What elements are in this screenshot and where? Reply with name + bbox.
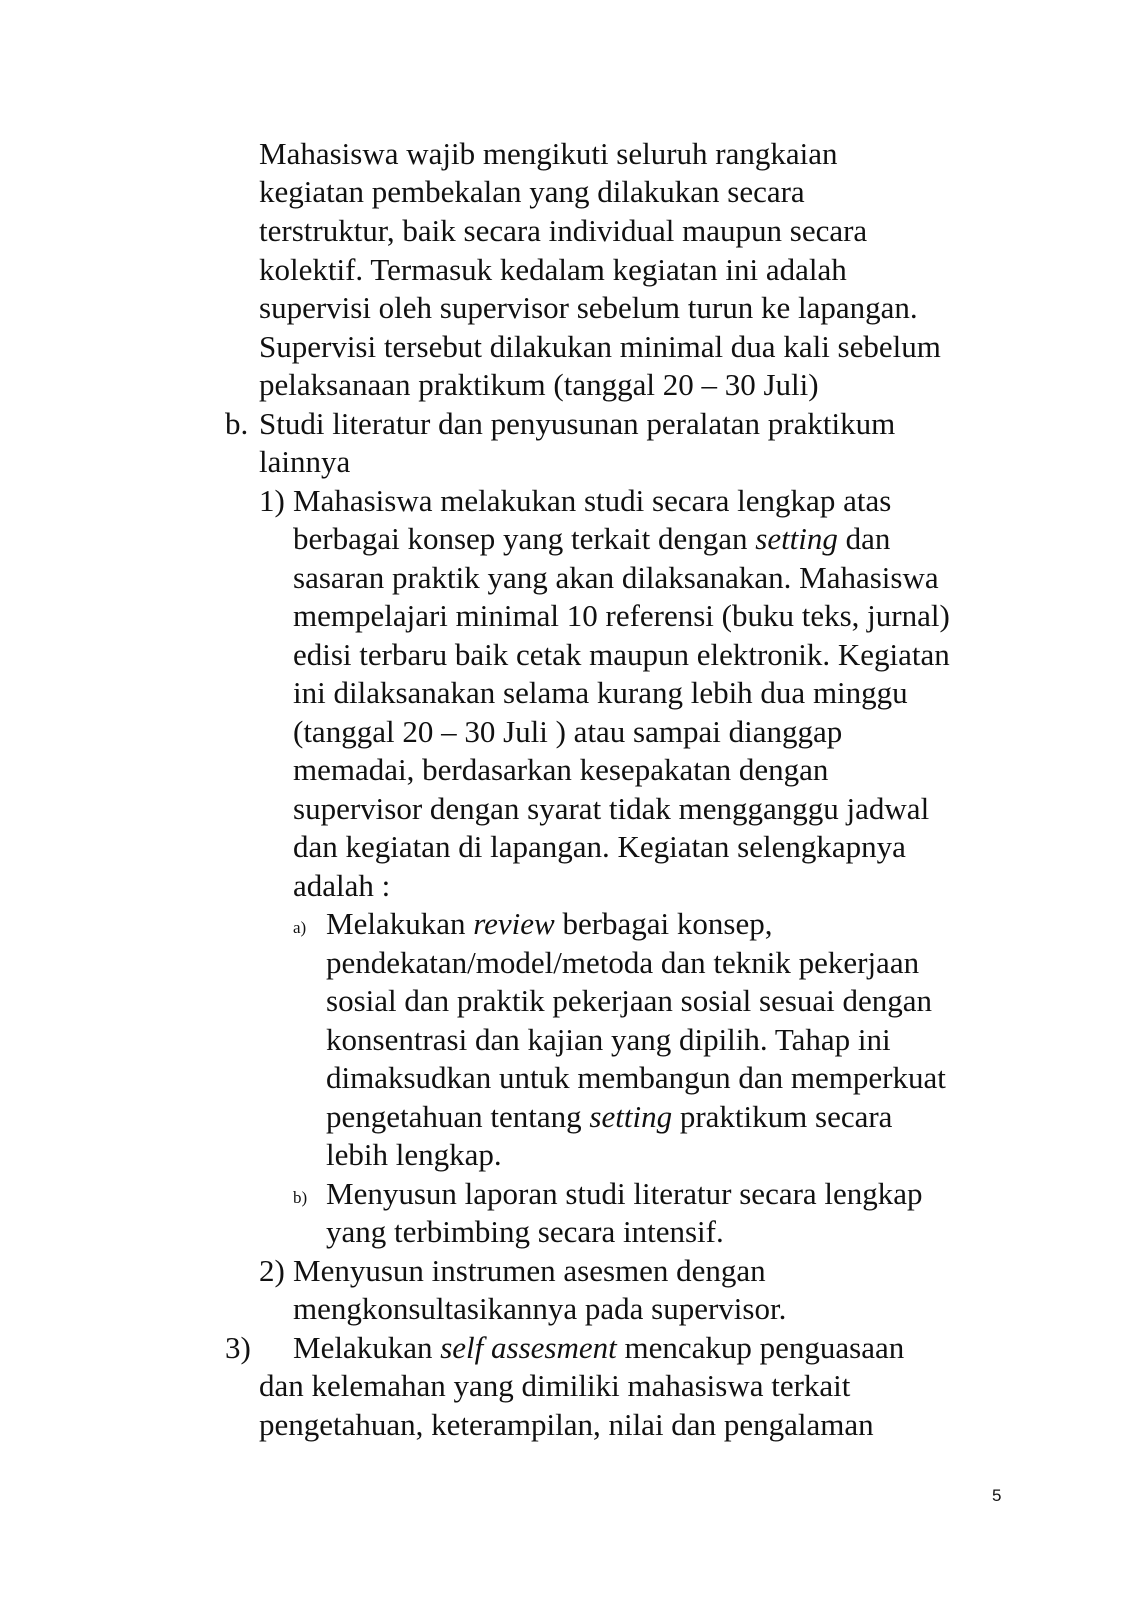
- paragraph-line: kolektif. Termasuk kedalam kegiatan ini adalah: [259, 252, 847, 287]
- list-marker-b: b.: [225, 406, 249, 441]
- emphasis: setting: [755, 521, 838, 556]
- paragraph-line: supervisi oleh supervisor sebelum turun ke lapangan.: [259, 290, 918, 325]
- list-marker-2: 2): [259, 1253, 285, 1288]
- paragraph-line: lebih lengkap.: [326, 1137, 502, 1172]
- page-number: 5: [992, 1486, 1002, 1505]
- emphasis: setting: [589, 1099, 673, 1134]
- paragraph-line: supervisor dengan syarat tidak mengganggu jadwal: [293, 791, 930, 826]
- paragraph-line: (tanggal 20 – 30 Juli ) atau sampai dianggap: [293, 714, 843, 749]
- list-marker-1: 1): [259, 483, 285, 518]
- paragraph-line: pengetahuan, keterampilan, nilai dan pengalaman: [259, 1407, 874, 1442]
- paragraph-line: Menyusun laporan studi literatur secara lengkap: [326, 1176, 923, 1211]
- paragraph-line: memadai, berdasarkan kesepakatan dengan: [293, 752, 829, 787]
- section-b-heading: lainnya: [259, 444, 351, 479]
- paragraph-line: Supervisi tersebut dilakukan minimal dua kali sebelum: [259, 329, 941, 364]
- paragraph-line: dan kegiatan di lapangan. Kegiatan selengkapnya: [293, 829, 906, 864]
- paragraph-line: kegiatan pembekalan yang dilakukan secara: [259, 174, 805, 209]
- emphasis: self assesment: [440, 1330, 617, 1365]
- paragraph-line: adalah :: [293, 868, 391, 903]
- paragraph-line: berbagai konsep yang terkait dengan setting dan: [293, 521, 891, 556]
- paragraph-line: mempelajari minimal 10 referensi (buku teks, jurnal): [293, 598, 950, 633]
- paragraph-line: yang terbimbing secara intensif.: [326, 1214, 724, 1249]
- paragraph-line: mengkonsultasikannya pada supervisor.: [293, 1291, 787, 1326]
- paragraph-line: dimaksudkan untuk membangun dan memperkuat: [326, 1060, 946, 1095]
- paragraph-line: Mahasiswa wajib mengikuti seluruh rangkaian: [259, 136, 838, 171]
- paragraph-line: pendekatan/model/metoda dan teknik pekerjaan: [326, 945, 920, 980]
- section-b-heading: Studi literatur dan penyusunan peralatan praktikum: [259, 406, 896, 441]
- paragraph-line: edisi terbaru baik cetak maupun elektronik. Kegiatan: [293, 637, 950, 672]
- paragraph-line: terstruktur, baik secara individual maupun secara: [259, 213, 868, 248]
- paragraph-line: Melakukan review berbagai konsep,: [326, 906, 773, 941]
- paragraph-line: sosial dan praktik pekerjaan sosial sesuai dengan: [326, 983, 933, 1018]
- paragraph-line: dan kelemahan yang dimiliki mahasiswa terkait: [259, 1368, 851, 1403]
- list-marker-b-sub: b): [293, 1188, 308, 1207]
- list-marker-a: a): [293, 918, 307, 937]
- paragraph-line: Melakukan self assesment mencakup penguasaan: [293, 1330, 905, 1365]
- paragraph-line: sasaran praktik yang akan dilaksanakan. Mahasiswa: [293, 560, 939, 595]
- paragraph-line: pengetahuan tentang setting praktikum secara: [326, 1099, 893, 1134]
- paragraph-line: Menyusun instrumen asesmen dengan: [293, 1253, 766, 1288]
- paragraph-line: ini dilaksanakan selama kurang lebih dua minggu: [293, 675, 908, 710]
- paragraph-line: konsentrasi dan kajian yang dipilih. Tahap ini: [326, 1022, 891, 1057]
- paragraph-line: pelaksanaan praktikum (tanggal 20 – 30 Juli): [259, 367, 819, 402]
- paragraph-line: Mahasiswa melakukan studi secara lengkap atas: [293, 483, 892, 518]
- list-marker-3: 3): [225, 1330, 251, 1365]
- emphasis: review: [473, 906, 555, 941]
